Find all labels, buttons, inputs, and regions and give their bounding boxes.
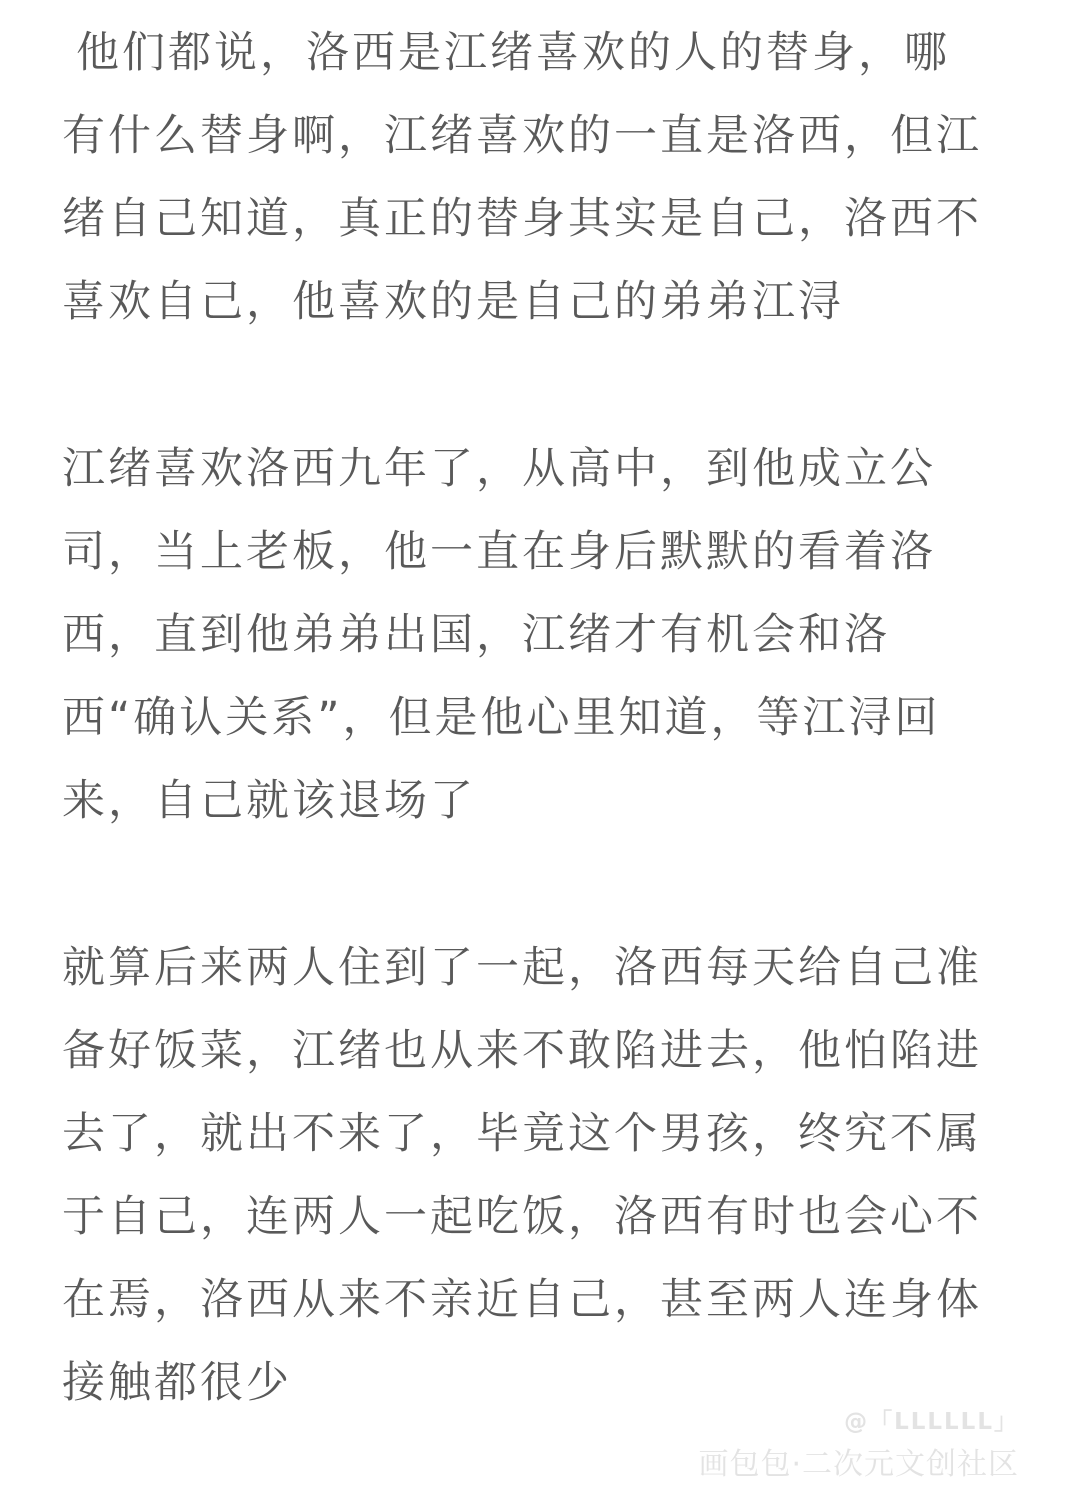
text-line: 就算后来两人住到了一起，洛西每天给自己准 bbox=[62, 943, 982, 993]
text-line: 司，当上老板，他一直在身后默默的看着洛 bbox=[62, 527, 936, 577]
watermark-community-label: 画包包·二次元文创社区 bbox=[698, 1447, 1019, 1482]
text-line: 有什么替身啊，江绪喜欢的一直是洛西，但江 bbox=[62, 111, 982, 161]
paragraph-1 bbox=[62, 12, 1021, 344]
watermark-author-handle: @「LLLLLL」 bbox=[844, 1409, 1019, 1435]
text-line: 来，自己就该退场了 bbox=[62, 776, 476, 826]
paragraph-2 bbox=[62, 428, 1021, 843]
text-line: 西，直到他弟弟出国，江绪才有机会和洛 bbox=[62, 610, 890, 660]
text-line: 西“确认关系”，但是他心里知道，等江浔回 bbox=[62, 693, 941, 743]
text-line: 他们都说，洛西是江绪喜欢的人的替身，哪 bbox=[76, 28, 950, 78]
watermark bbox=[698, 1407, 1019, 1483]
text-line: 在焉，洛西从来不亲近自己，甚至两人连身体 bbox=[62, 1275, 982, 1325]
text-line: 备好饭菜，江绪也从来不敢陷进去，他怕陷进 bbox=[62, 1026, 982, 1076]
text-line: 喜欢自己，他喜欢的是自己的弟弟江浔 bbox=[62, 277, 844, 327]
paragraph-3 bbox=[62, 927, 1021, 1425]
text-line: 去了，就出不来了，毕竟这个男孩，终究不属 bbox=[62, 1109, 982, 1159]
text-line: 于自己，连两人一起吃饭，洛西有时也会心不 bbox=[62, 1192, 982, 1242]
text-line: 接触都很少 bbox=[62, 1358, 292, 1408]
text-line: 绪自己知道，真正的替身其实是自己，洛西不 bbox=[62, 194, 982, 244]
text-line: 江绪喜欢洛西九年了，从高中，到他成立公 bbox=[62, 444, 936, 494]
